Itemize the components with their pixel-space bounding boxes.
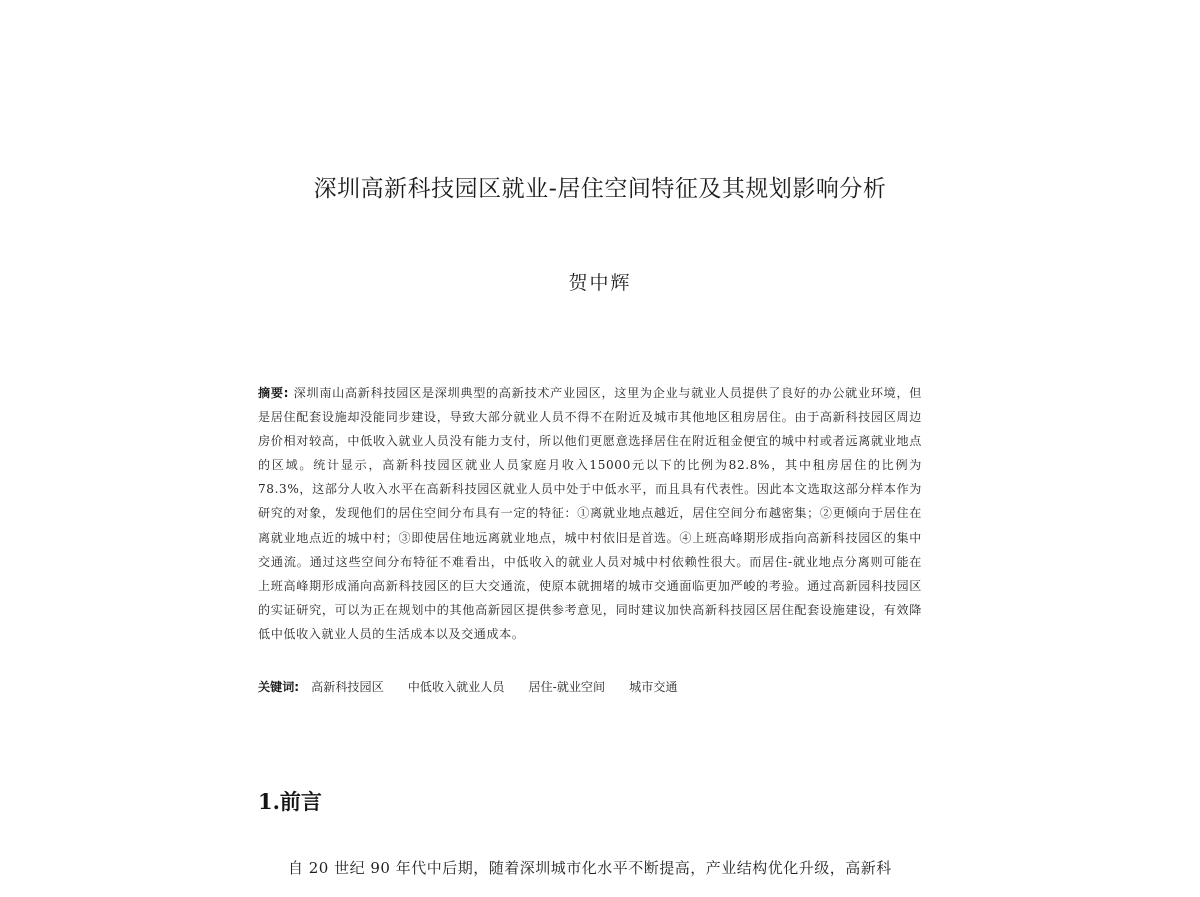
- abstract-label: 摘要:: [258, 386, 290, 400]
- keywords-label: 关键词:: [258, 680, 300, 694]
- paper-author: 贺中辉: [568, 272, 632, 294]
- body-paragraph: 自 20 世纪 90 年代中后期，随着深圳城市化水平不断提高，产业结构优化升级，高新科: [288, 859, 892, 877]
- keywords-block: [258, 675, 922, 699]
- keyword-item: 中低收入就业人员: [407, 680, 505, 694]
- keyword-item: 城市交通: [629, 680, 678, 694]
- paper-title: 深圳高新科技园区就业-居住空间特征及其规划影响分析: [313, 176, 887, 202]
- abstract-block: [258, 381, 922, 646]
- keyword-item: 高新科技园区: [311, 680, 384, 694]
- keyword-item: 居住-就业空间: [528, 680, 606, 694]
- section-heading-introduction: 1.前言: [258, 789, 322, 814]
- abstract-text: 深圳南山高新科技园区是深圳典型的高新技术产业园区，这里为企业与就业人员提供了良好的办公就业环境，但是居住配套设施却没能同步建设，导致大部分就业人员不得不在附近及城市其他地区租房居住。由于高新科技园区周边房价相对较高，中低收入就业人员没有能力支付，所以他们更愿意选择居住在附近租金便宜的城中村或者远离就业地点的区域。统计显示，高新科技园区就业人员家庭月收入15000元以下的比例为82.8%，其中租房居住的比例为78.3%，这部分人收入水平在高新科技园区就业人员中处于中低水平，而且具有代表性。因此本文选取这部分样本作为研究的对象，发现他们的居住空间分布具有一定的特征：①离就业地点越近，居住空间分布越密集；②更倾向于居住在离就业地点近的城中村；③即使居住地远离就业地点，城中村依旧是首选。④上班高峰期形成指向高新科技园区的集中交通流。通过这些空间分布特征不难看出，中低收入的就业人员对城中村依赖性很大。而居住-就业地点分离则可能在上班高峰期形成涌向高新科技园区的巨大交通流，使原本就拥堵的城市交通面临更加严峻的考验。通过高新园科技园区的实证研究，可以为正在规划中的其他高新园区提供参考意见，同时建议加快高新科技园区居住配套设施建设，有效降低中低收入就业人员的生活成本以及交通成本。: [258, 386, 922, 641]
